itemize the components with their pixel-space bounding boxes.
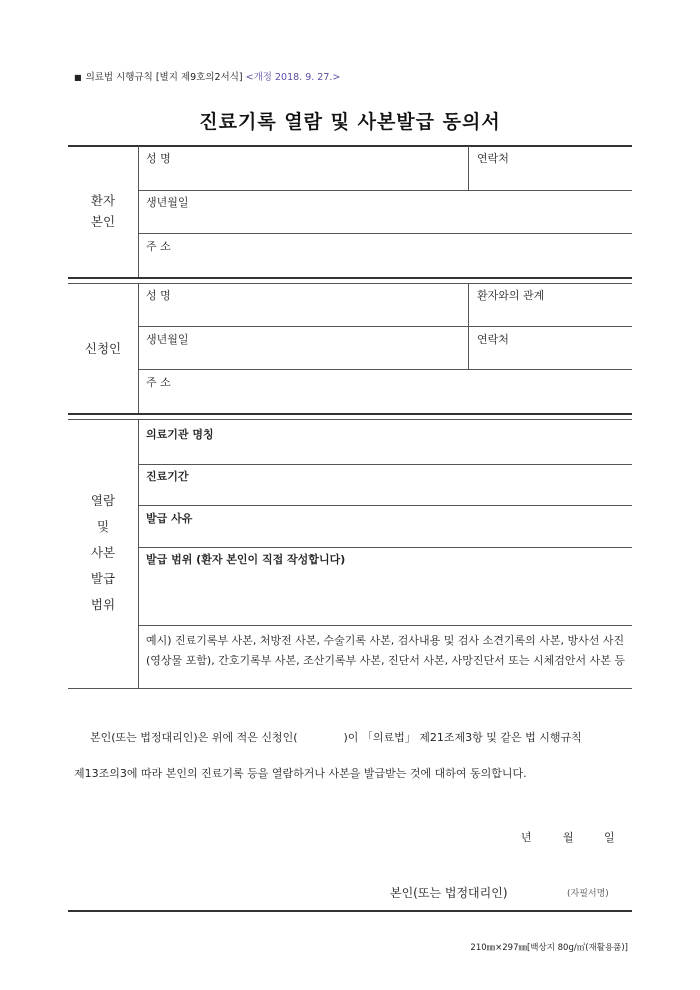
patient-name-divider: [468, 146, 469, 190]
scope-divider: [138, 420, 139, 688]
patient-birth-field[interactable]: 생년월일: [146, 196, 189, 209]
patient-section-label: 환자 본인: [90, 193, 116, 229]
patient-row-line: [138, 190, 632, 191]
applicant-name-field[interactable]: 성 명: [146, 289, 171, 302]
applicant-contact-field[interactable]: 연락처: [477, 333, 509, 346]
form-bottom-border: [68, 910, 632, 912]
applicant-row-line: [138, 326, 632, 327]
revision-date: <개정 2018. 9. 27.>: [245, 72, 341, 83]
form-header: [74, 69, 340, 83]
issue-range-field[interactable]: 발급 범위 (환자 본인이 직접 작성합니다): [146, 553, 346, 566]
table-top-border: [68, 145, 632, 147]
signature-note[interactable]: (자필서명): [567, 889, 609, 899]
square-bullet-icon: ■: [74, 73, 82, 82]
patient-name-field[interactable]: 성 명: [146, 152, 171, 165]
paper-spec-footer: 210㎜×297㎜[백상지 80g/㎡(재활용품)]: [470, 943, 628, 953]
patient-divider: [138, 146, 139, 277]
date-day[interactable]: 일: [604, 831, 615, 844]
scope-top-border: [68, 419, 632, 420]
applicant-relation-field[interactable]: 환자와의 관계: [477, 289, 545, 302]
issue-range-example: 예시) 진료기록부 사본, 처방전 사본, 수술기록 사본, 검사내용 및 검사 소견기록의 사본, 방사선 사진(영상물 포함), 간호기록부 사본, 조산기록부 사본, 진단서 사본, 사망진단서 또는 시체검안서 사본 등: [146, 634, 625, 667]
signature-label: 본인(또는 법정대리인): [390, 886, 508, 900]
consent-line-1: 본인(또는 법정대리인)은 위에 적은 신청인( )이 「의료법」 제21조제3항 및 같은 법 시행규칙: [90, 731, 582, 744]
applicant-address-field[interactable]: 주 소: [146, 376, 171, 389]
date-month[interactable]: 월: [563, 831, 574, 844]
applicant-top-border: [68, 283, 632, 284]
scope-row-line: [138, 505, 632, 506]
form-regulation: 의료법 시행규칙 [별지 제9호의2서식]: [85, 72, 243, 83]
date-year[interactable]: 년: [521, 831, 532, 844]
patient-bottom-border: [68, 277, 632, 279]
treatment-period-field[interactable]: 진료기간: [146, 470, 189, 483]
patient-contact-field[interactable]: 연락처: [477, 152, 509, 165]
institution-name-field[interactable]: 의료기관 명칭: [146, 428, 214, 441]
applicant-birth-field[interactable]: 생년월일: [146, 333, 189, 346]
scope-section-label: 열람 및 사본 발급 범위: [90, 493, 116, 612]
patient-address-field[interactable]: 주 소: [146, 240, 171, 253]
applicant-section-label: 신청인: [84, 341, 122, 356]
scope-row-line: [138, 464, 632, 465]
scope-row-line: [138, 625, 632, 626]
issue-reason-field[interactable]: 발급 사유: [146, 512, 193, 525]
patient-row-line: [138, 233, 632, 234]
page-title: 진료기록 열람 및 사본발급 동의서: [199, 111, 501, 133]
scope-row-line: [138, 547, 632, 548]
applicant-row-line: [138, 369, 632, 370]
applicant-divider: [138, 284, 139, 413]
scope-bottom-border: [68, 688, 632, 689]
consent-line-2: 제13조의3에 따라 본인의 진료기록 등을 열람하거나 사본을 발급받는 것에 대하여 동의합니다.: [74, 767, 527, 780]
applicant-bottom-border: [68, 413, 632, 415]
